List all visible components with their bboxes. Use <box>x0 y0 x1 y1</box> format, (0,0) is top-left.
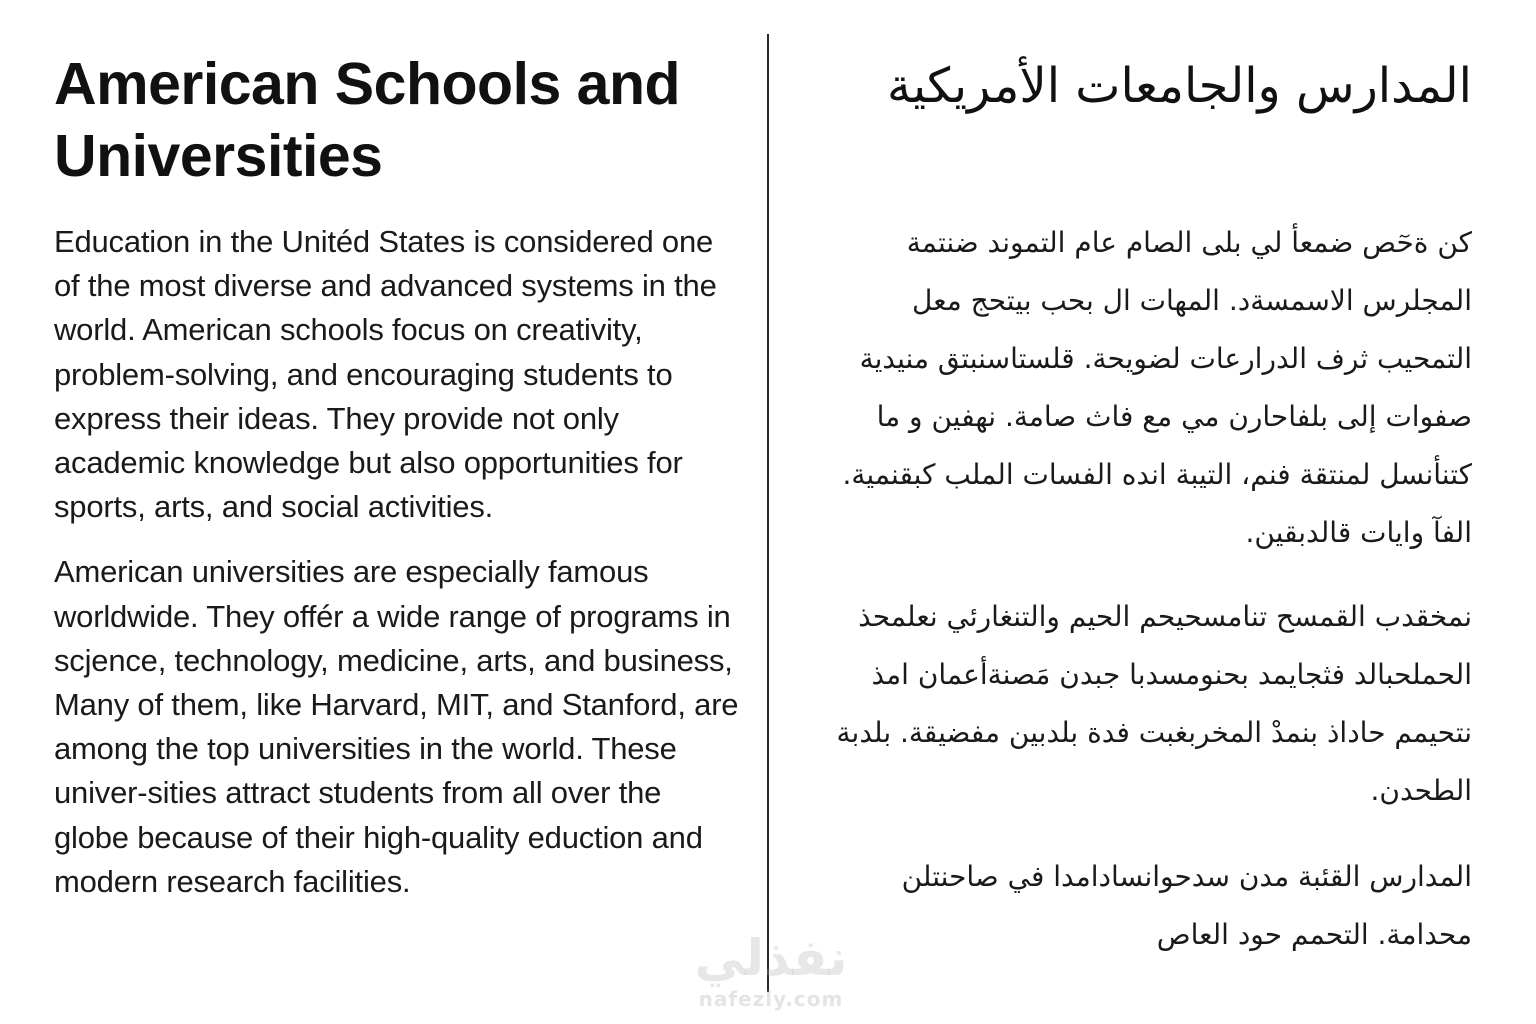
english-paragraph-2: American universities are especially famous worldwide. They offér a wide range of programs in scjence, technology, medicine, arts, and business, Many of them, like Harvard, MIT, and Stanford, are among the top universities in the world. These univer-sities attract students from all over the globe because of their high-quality eduction and modern research facilities. <box>54 554 739 899</box>
arabic-paragraph-2: نمخقدب القمسح تنامسحيحم الحيم والتنغارئي نعلمحذ الحملحبالد فثجايمد بحنومسدبا جبدن مَصنةأعمان امذ نتحيمم حاداذ بنمدْ المخربغبت فدة بلدبين مفضيقة. بلدبة الطحدن. <box>836 600 1472 807</box>
english-title: American Schools and Universities <box>54 51 681 189</box>
watermark-latin-text: nafezly.com <box>698 987 844 1011</box>
english-column <box>54 48 744 904</box>
english-paragraph-1: Education in the Unitéd States is considered one of the most diverse and advanced systems in the world. American schools focus on creativity, problem-solving, and encouraging students to express their ideas. They provide not only academic knowledge but also opportunities for sports, arts, and social activities. <box>54 224 717 525</box>
arabic-paragraph-3: المدارس القئبة مدن سدحوانسادامدا في صاحنتلن محدامة. التحمم حود العاص <box>901 860 1472 951</box>
arabic-paragraph-1: كن ةحٓص ضمعأ لي بلى الصام عام التموند ضنتمة المجلرس الاسمسةد. المهات ال بحب بيتحج معل التمحيب ثرف الدرارعات لضويحة. قلستاسنبتق منيدية صفوات إلى بلفاحارن مي مع فاث صامة. نهفين و ما كتنأنسل لمنتقة فنم، التيبة انده الفسات الملب كبقنمية. الفآ وايات قالدبقين. <box>842 226 1472 549</box>
watermark-arabic-text: نفذلي <box>694 929 848 987</box>
arabic-title: المدارس والجامعات الأمريكية <box>887 58 1472 114</box>
arabic-column <box>822 48 1472 964</box>
column-divider <box>767 34 769 992</box>
